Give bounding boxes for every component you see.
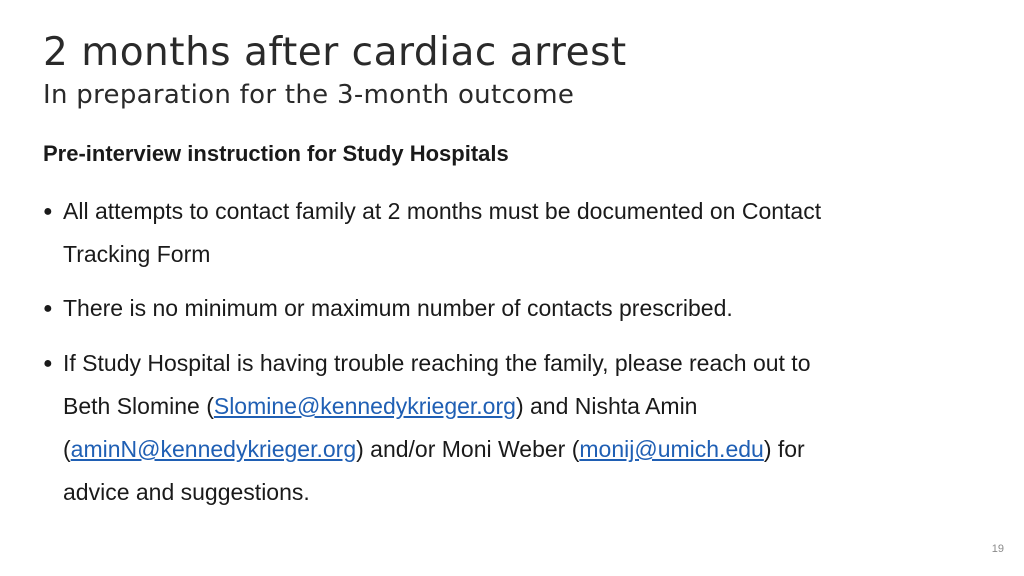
bullet-line: There is no minimum or maximum number of contacts prescribed. — [63, 295, 733, 321]
bullet-item-documentation — [43, 190, 993, 276]
email-link-amin[interactable]: aminN@kennedykrieger.org — [70, 436, 357, 462]
bullet-line: advice and suggestions. — [63, 479, 310, 505]
bullet-dot-icon: ● — [43, 203, 53, 220]
section-heading: Pre-interview instruction for Study Hospitals — [43, 141, 509, 166]
text-fragment: ) for — [763, 436, 805, 462]
page-number: 19 — [991, 543, 1004, 555]
email-link-slomine[interactable]: Slomine@kennedykrieger.org — [213, 393, 516, 419]
bullet-text — [43, 342, 993, 514]
email-link-weber[interactable]: monij@umich.edu — [579, 436, 764, 462]
bullet-item-trouble-reaching — [43, 342, 993, 514]
bullet-line — [63, 428, 993, 471]
bullet-line: Tracking Form — [63, 241, 211, 267]
bullet-text — [43, 190, 993, 276]
text-fragment: ) and/or Moni Weber ( — [356, 436, 580, 462]
bullet-line — [63, 385, 993, 428]
text-fragment: Beth Slomine ( — [63, 393, 214, 419]
slide-subtitle: In preparation for the 3-month outcome — [43, 80, 575, 110]
bullet-line: If Study Hospital is having trouble reaching the family, please reach out to — [63, 350, 811, 376]
text-fragment: ( — [63, 436, 71, 462]
slide-title: 2 months after cardiac arrest — [43, 30, 627, 75]
bullet-item-contacts — [43, 287, 993, 330]
bullet-line: All attempts to contact family at 2 months must be documented on Contact — [63, 198, 822, 224]
bullet-text — [43, 287, 993, 330]
bullet-dot-icon: ● — [43, 300, 53, 317]
bullet-dot-icon: ● — [43, 355, 53, 372]
text-fragment: ) and Nishta Amin — [515, 393, 698, 419]
